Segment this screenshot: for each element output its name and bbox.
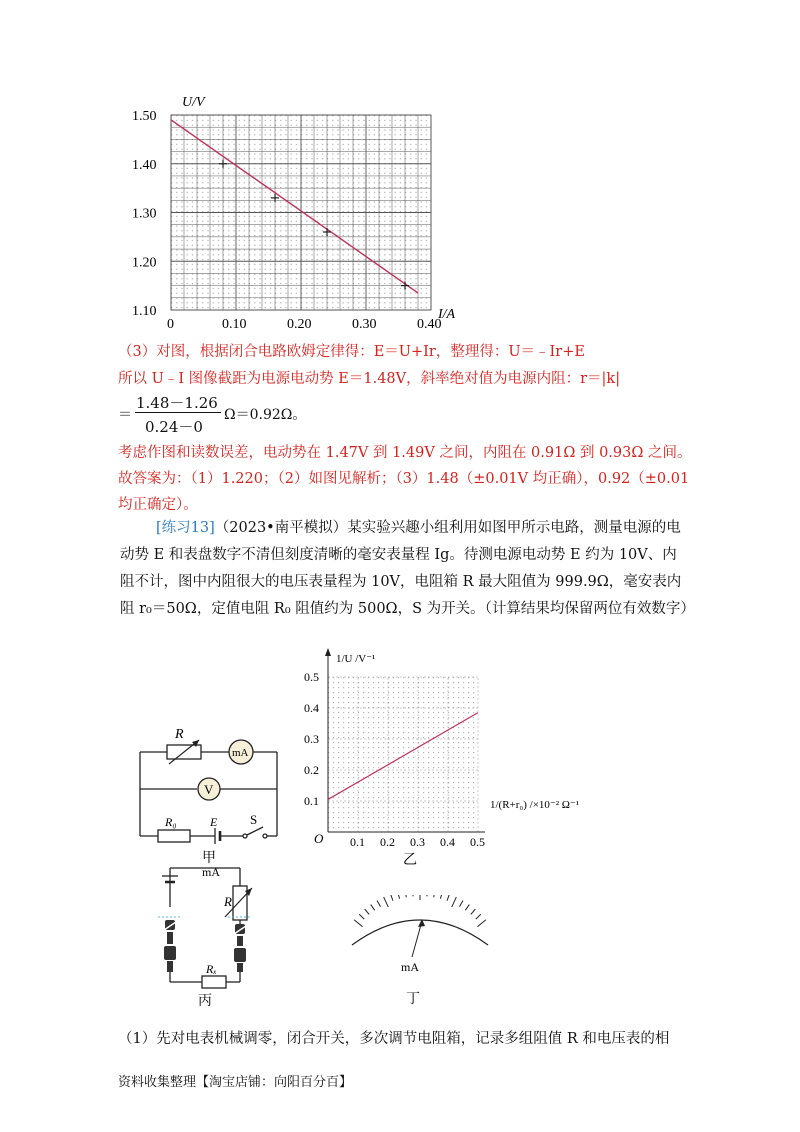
ui-ytick-label: 1.10 (132, 304, 157, 319)
ui-ytick-label: 1.50 (132, 109, 157, 124)
ding-scale-tick (440, 895, 442, 899)
bing-caption: 丙 (198, 994, 212, 1009)
yi-ytick-label: 0.3 (304, 732, 319, 746)
yi-caption: 乙 (403, 853, 417, 868)
jia-label-V: V (204, 782, 214, 797)
ding-scale-tick (465, 905, 469, 911)
jia-label-R: R (175, 727, 184, 742)
ui-xtick-label: 0.20 (287, 317, 312, 332)
ui-ytick-label: 1.20 (132, 255, 157, 271)
solution-frac-num: 1.48－1.26 (136, 394, 218, 412)
yi-xtick-label: 0.5 (470, 835, 485, 849)
exercise-text: （2023•南平模拟）某实验兴趣小组利用如图甲所示电路，测量电源的电动势 E 和表盘数字不清但刻度清晰的毫安表量程 Ig。待测电源电动势 E 约为 10V、内阻不计，图中内阻很大的电压表量程为 10V，电阻箱 R 最大阻值为 999.9Ω，毫安表内阻 r₀＝50Ω，定值电阻 R₀ 阻值约为 500Ω，S 为开关。（计算结果均保留两位有效数字） (120, 520, 695, 617)
question-1: （1）先对电表机械调零，闭合开关，多次调节电阻箱，记录多组阻值 R 和电压表的相 (118, 1031, 670, 1047)
solution-frac-bar (135, 412, 221, 413)
ding-scale-tick (359, 914, 364, 919)
bing-label-mA: mA (202, 865, 220, 879)
bing-label-Rx: Rₓ (206, 962, 217, 976)
ding-scale-tick (460, 901, 464, 907)
ding-scale-tick (405, 895, 406, 897)
yi-ytick-label: 0.4 (304, 701, 319, 715)
ui-ytick-label: 1.30 (132, 206, 157, 222)
ding-scale-tick (413, 895, 414, 896)
yi-ytick-label: 0.5 (304, 670, 319, 684)
jia-label-R0: R₀ (165, 815, 177, 829)
ding-scale-tick (398, 895, 400, 899)
ui-xlabel: I/A (438, 307, 456, 322)
yi-xlabel: 1/(R+r₀) /×10⁻² Ω⁻¹ (490, 799, 580, 811)
yi-xtick-label: 0.4 (440, 835, 455, 849)
yi-ylabel: 1/U /V⁻¹ (336, 653, 376, 665)
solution-line-3: 考虑作图和读数误差，电动势在 1.47V 到 1.49V 之间，内阻在 0.91Ω 到 0.93Ω 之间。 (118, 445, 692, 461)
figure-ding-meter (340, 895, 500, 1013)
exercise-tag: [练习13] (156, 520, 215, 536)
ui-xtick-label: 0.40 (417, 317, 442, 332)
solution-line-5: 均正确定）。 (118, 497, 198, 513)
solution-frac-suffix: Ω＝0.92Ω。 (224, 407, 307, 423)
figure-bing-circuit (140, 862, 280, 1012)
figure-yi-chart (300, 640, 620, 870)
ding-scale-tick (391, 895, 393, 901)
ding-caption: 丁 (406, 992, 420, 1007)
ding-scale-tick (354, 920, 362, 927)
ui-ytick-label: 1.40 (132, 157, 157, 173)
solution-frac-den: 0.24－0 (145, 418, 203, 436)
ui-xtick-label: 0 (167, 317, 174, 332)
ding-scale-tick (477, 920, 485, 927)
exercise-paragraph (120, 515, 695, 623)
solution-line-1: （3）对图，根据闭合电路欧姆定律得：E＝U+Ir，整理得：U＝﹣Ir+E (118, 344, 585, 360)
yi-ytick-label: 0.1 (304, 794, 319, 808)
figure-jia-circuit (125, 720, 295, 870)
ding-scale-tick (476, 914, 481, 919)
ding-label: mA (401, 960, 419, 974)
ui-xtick-label: 0.10 (222, 317, 247, 332)
yi-xtick-label: 0.3 (410, 835, 425, 849)
solution-line-2: 所以 U﹣I 图像截距为电源电动势 E＝1.48V，斜率绝对值为电源内阻：r＝|k| (118, 371, 621, 387)
ding-scale-tick (434, 895, 435, 897)
ding-scale-tick (471, 909, 475, 914)
ui-ylabel: U/V (182, 95, 205, 110)
solution-line-4: 故答案为：（1）1.220；（2）如图见解析；（3）1.48（±0.01V 均正确），0.92（±0.01 (118, 471, 690, 487)
page-footer: 资料收集整理【淘宝店铺：向阳百分百】 (118, 1075, 353, 1090)
bing-label-R: R (224, 894, 232, 909)
ui-chart (130, 90, 470, 335)
ding-scale-tick (427, 895, 428, 896)
ding-scale-tick (384, 897, 389, 907)
ding-scale-tick (377, 901, 381, 907)
ding-scale-tick (452, 897, 457, 907)
jia-caption: 甲 (202, 851, 216, 866)
jia-label-S: S (250, 812, 258, 827)
jia-label-E: E (210, 815, 218, 829)
yi-ytick-label: 0.2 (304, 763, 319, 777)
ding-scale-tick (371, 905, 375, 911)
ding-scale-tick (365, 909, 369, 914)
ui-xtick-label: 0.30 (352, 317, 377, 332)
ding-scale-tick (447, 895, 449, 901)
jia-label-mA: mA (232, 747, 249, 759)
solution-frac-prefix: ＝ (118, 407, 132, 423)
yi-xtick-label: 0.2 (380, 835, 395, 849)
yi-xtick-label: 0.1 (350, 835, 365, 849)
yi-origin: O (314, 831, 324, 846)
